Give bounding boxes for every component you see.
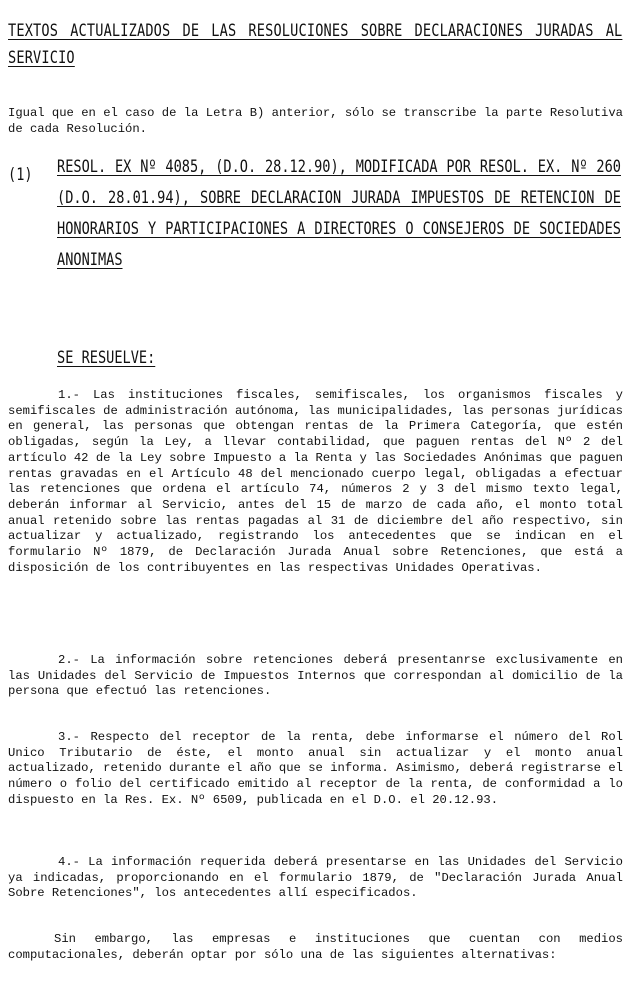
paragraph-5: Sin embargo, las empresas e instituciones que cuentan con medios computacionales, deberán optar por sólo una de las siguientes alternativas: [8, 932, 623, 962]
paragraph-4: 4.- La información requerida deberá presentarse en las Unidades del Servicio ya indicadas, proporcionando en el formulario 1879, de "Declaración Jurada Anual Sobre Retenciones", los antecedentes allí especificados. [8, 855, 623, 901]
paragraph-2: 2.- La información sobre retenciones deberá presentanrse exclusivamente en las Unidades del Servicio de Impuestos Internos que correspondan al domicilio de la persona que efectuó las retenciones. [8, 653, 623, 699]
item-heading: RESOL. EX Nº 4085, (D.O. 28.12.90), MODIFICADA POR RESOL. EX. Nº 260 (D.O. 28.01.94), SOBRE DECLARACION JURADA IMPUESTOS DE RETENCION DE HONORARIOS Y PARTICIPACIONES A DIRECTORES O CONSEJEROS DE SOCIEDADES ANONIMAS [57, 157, 621, 270]
paragraph-3: 3.- Respecto del receptor de la renta, debe informarse el número del Rol Unico Tributario de éste, el monto anual sin actualizar y el monto anual actualizado, retenido durante el año que se informa. Asimismo, deberá registrarse el número o folio del certificado emitido al receptor de la renta, de conformidad a lo dispuesto en la Res. Ex. Nº 6509, publicada en el D.O. el 20.12.93. [8, 730, 623, 807]
document-title: TEXTOS ACTUALIZADOS DE LAS RESOLUCIONES SOBRE DECLARACIONES JURADAS AL SERVICIO [8, 21, 623, 68]
section-heading: SE RESUELVE: [57, 348, 156, 368]
paragraph-1: 1.- Las instituciones fiscales, semifiscales, los organismos fiscales y semifiscales de administración autónoma, las municipalidades, las personas jurídicas en general, las personas que obtengan rentas de la Primera Categoría, que estén obligadas, según la Ley, a llevar contabilidad, que paguen rentas del Nº 2 del artículo 42 de la Ley sobre Impuesto a la Renta y las Sociedades Anónimas que paguen rentas gravadas en el Artículo 48 del mencionado cuerpo legal, obligadas a efectuar las retenciones que ordena el artículo 74, números 2 y 3 del mismo texto legal, deberán informar al Servicio, antes del 15 de marzo de cada año, el monto total anual retenido sobre las rentas pagadas al 31 de diciembre del año respectivo, sin actualizar y actualizado, registrando los antecedentes que se indican en el formulario Nº 1879, de Declaración Jurada Anual sobre Retenciones, que está a disposición de los contribuyentes en las respectivas Unidades Operativas. [8, 388, 623, 575]
item-number: (1) [8, 165, 33, 185]
intro-paragraph: Igual que en el caso de la Letra B) anterior, sólo se transcribe la parte Resolutiva de cada Resolución. [8, 106, 623, 136]
